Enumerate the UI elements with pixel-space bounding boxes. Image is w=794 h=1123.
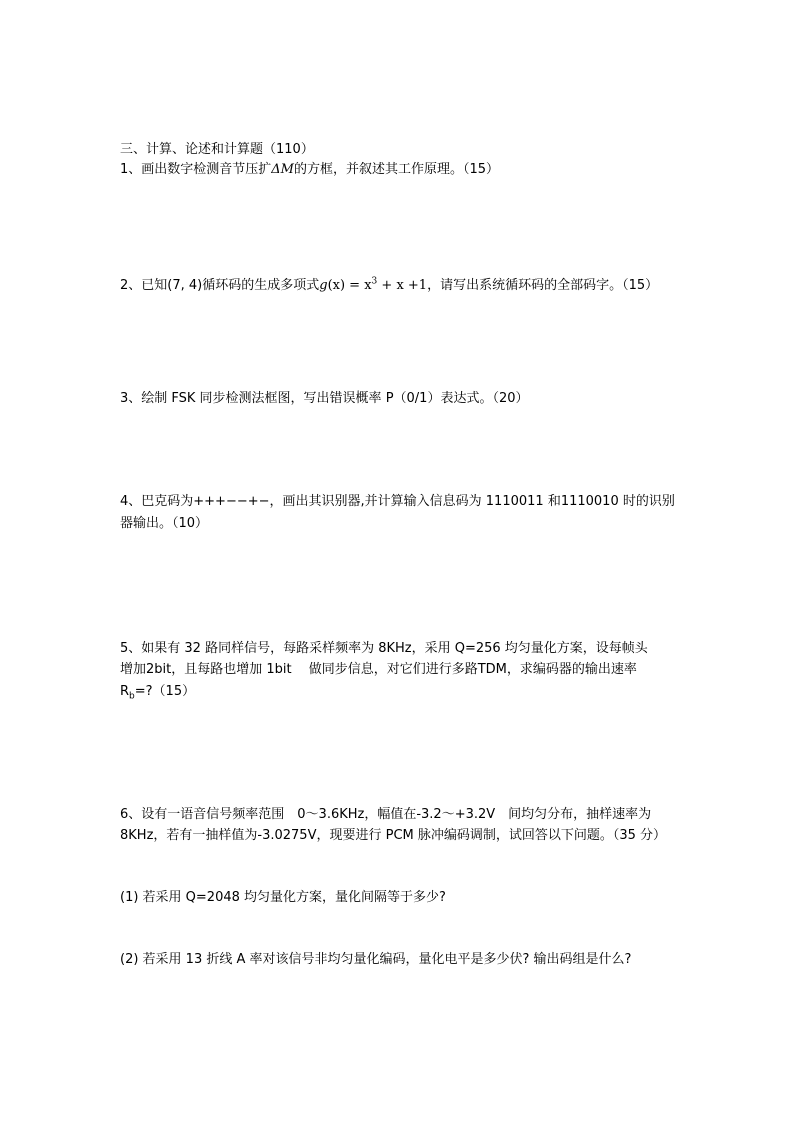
question-6-line-1: 6、设有一语音信号频率范围 0～3.6KHz，幅值在-3.2～+3.2V 间均匀分布，抽样速率为 [120,807,652,822]
formula-arg: (x) [327,278,346,293]
question-5-line-1: 5、如果有 32 路同样信号，每路采样频率为 8KHz，采用 Q=256 均匀量化方案，设每帧头 [120,641,648,656]
question-6-sub-2: (2) 若采用 13 折线 A 率对该信号非均匀量化编码，量化电平是多少伏? 输出码组是什么? [120,952,632,967]
question-4-line-1: 4、巴克码为+++−−+−，画出其识别器,并计算输入信息码为 1110011 和1110010 时的识别 [120,494,675,509]
question-1-math: ΔM [271,162,294,177]
question-1-prefix: 1、画出数字检测音节压扩 [120,162,272,177]
question-5-line-2: 增加2bit，且每路也增加 1bit 做同步信息，对它们进行多路TDM，求编码器的输出速率 [120,662,637,677]
question-2 [120,275,658,297]
formula-eq: = x [345,278,372,293]
question-2-formula [319,278,427,293]
question-2-suffix: ，请写出系统循环码的全部码字。（15） [427,278,659,293]
question-3: 3、绘制 FSK 同步检测法框图，写出错误概率 P（0/1）表达式。（20） [120,391,529,406]
question-2-prefix: 2、已知(7, 4)循环码的生成多项式 [120,278,320,293]
rate-rest: =?（15） [134,684,196,699]
question-6-sub-1: (1) 若采用 Q=2048 均匀量化方案，量化间隔等于多少? [120,890,446,905]
formula-rest: + x +1 [377,278,428,293]
question-5-line-3 [120,681,195,703]
rate-subscript: b [129,691,135,702]
question-4-line-2: 器输出。（10） [120,516,209,531]
question-6-line-2: 8KHz，若有一抽样值为-3.0275V，现要进行 PCM 脉冲编码调制，试回答以下问题。（35 分） [120,828,667,843]
rate-symbol: R [120,684,130,699]
formula-g: g [319,278,328,293]
question-1 [120,159,499,181]
section-title: 三、计算、论述和计算题（110） [120,142,314,157]
formula-exponent: 3 [371,276,378,287]
question-1-suffix: 的方框，并叙述其工作原理。（15） [293,162,500,177]
